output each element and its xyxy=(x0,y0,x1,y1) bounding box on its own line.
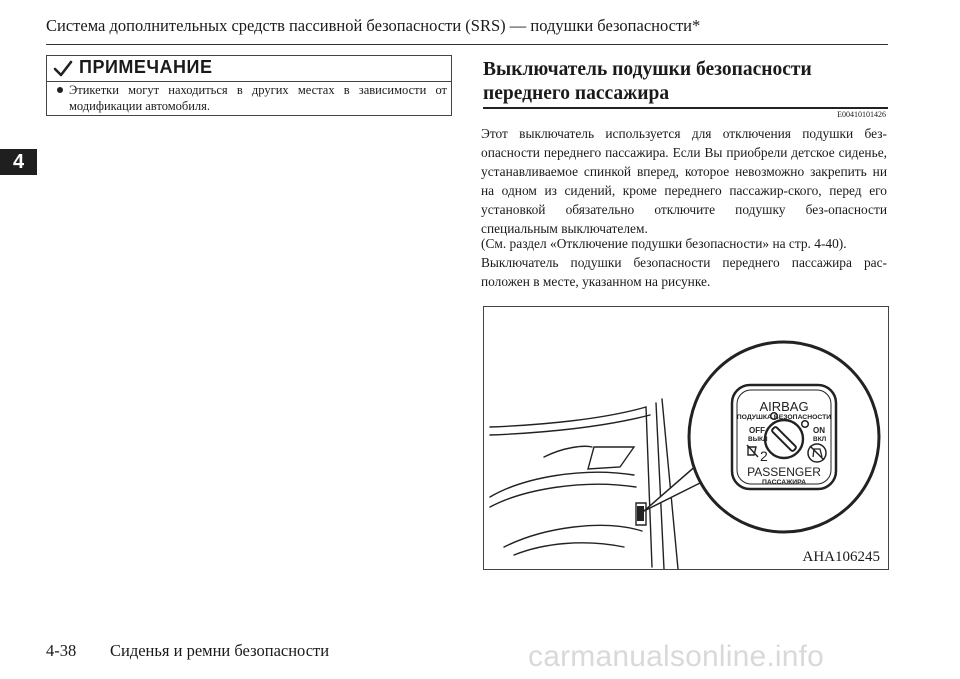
section-title: Выключатель подушки безопасности переднего пассажира xyxy=(483,59,812,104)
label-passenger: PASSENGER xyxy=(747,465,821,479)
note-text: Этикетки могут находиться в других местах в зависимости от модификации автомобиля. xyxy=(69,83,447,113)
figure-illustration xyxy=(484,307,889,570)
label-airbag-ru: ПОДУШКА БЕЗОПАСНОСТИ xyxy=(736,414,832,421)
figure-code: AHA106245 xyxy=(802,549,880,565)
paragraph-location: Выключатель подушки безопасности переднего пассажира рас-положен в месте, указанном на рисунке. xyxy=(481,255,887,289)
switch-location-marker xyxy=(637,506,644,521)
section-divider xyxy=(483,107,888,109)
section-code: E00410101426 xyxy=(837,110,886,119)
note-header xyxy=(47,56,451,82)
label-off-ru: ВЫКЛ xyxy=(748,436,768,443)
note-title: ПРИМЕЧАНИЕ xyxy=(79,57,213,77)
page-header-title: Система дополнительных средств пассивной безопасности (SRS) — подушки безопасности* xyxy=(46,16,701,35)
bullet-icon xyxy=(57,87,63,93)
chapter-tab[interactable]: 4 xyxy=(0,149,37,175)
paragraph-reference[interactable]: (См. раздел «Отключение подушки безопасности» на стр. 4-40). xyxy=(481,236,847,251)
paragraph-description: Этот выключатель используется для отключения подушки без-опасности переднего пассажира. Если Вы приобрели детское сиденье, устанавливаемое спинкой вперед, которое невозможно закрепить ни на одном из сидений, кроме переднего пассажир-ского, перед его установкой обязательно отключите подушку без-опасности специальным выключателем. xyxy=(481,126,887,236)
label-airbag: AIRBAG xyxy=(759,399,809,414)
checkmark-icon xyxy=(53,60,73,78)
label-passenger-ru: ПАССАЖИРА xyxy=(761,479,807,486)
label-off: OFF xyxy=(749,426,765,435)
label-on-ru: ВКЛ xyxy=(813,436,827,443)
footer-section-title: Сиденья и ремни безопасности xyxy=(110,641,330,660)
switch-location-figure xyxy=(483,306,889,570)
watermark: carmanualsonline.info xyxy=(528,640,825,673)
label-on: ON xyxy=(813,426,825,435)
header-divider xyxy=(46,44,888,45)
note-box xyxy=(46,55,452,116)
page-number: 4-38 xyxy=(46,641,77,660)
seat-number: 2 xyxy=(760,448,768,464)
